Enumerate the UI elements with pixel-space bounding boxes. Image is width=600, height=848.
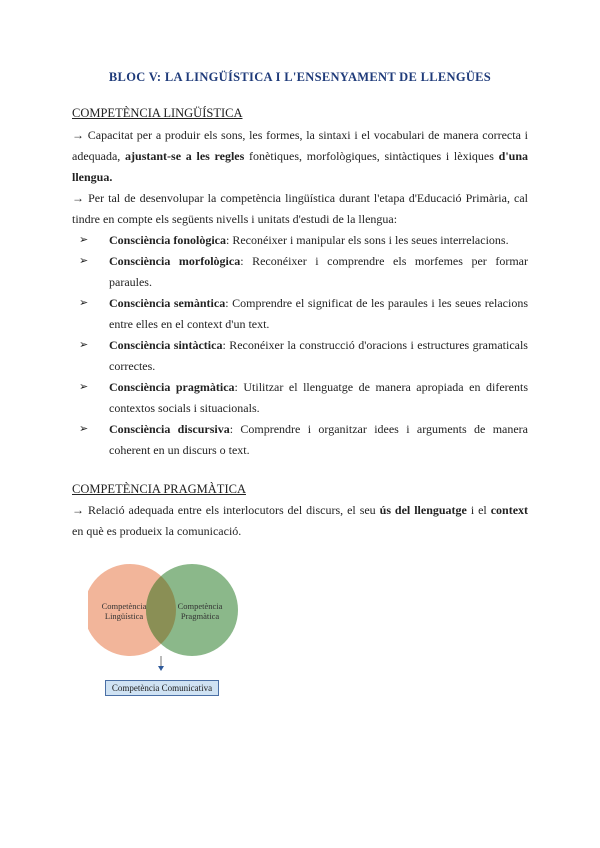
item-term: Consciència morfològica bbox=[109, 254, 241, 268]
arrow-bullet-icon: ➢ bbox=[79, 255, 89, 267]
list-item bbox=[72, 419, 528, 461]
paragraph-pragmatica bbox=[72, 500, 528, 542]
item-term: Consciència sintàctica bbox=[109, 338, 223, 352]
arrow-down-icon bbox=[158, 666, 164, 671]
item-desc: : Reconéixer i comprendre els morfemes per formar paraules. bbox=[109, 254, 528, 289]
item-term: Consciència discursiva bbox=[109, 422, 230, 436]
bold-text: ajustant-se a les regles bbox=[125, 149, 245, 163]
paragraph-levels-intro: → Per tal de desenvolupar la competència lingüística durant l'etapa d'Educació Primària, cal tindre en compte els següents nivells i unitats d'estudi de la llengua: bbox=[72, 191, 528, 226]
text: i el bbox=[466, 503, 491, 517]
list-item bbox=[72, 293, 528, 335]
paragraph-definition bbox=[72, 125, 528, 188]
text: en què es produeix la comunicació. bbox=[72, 524, 242, 538]
arrow-bullet-icon: ➢ bbox=[79, 297, 89, 309]
text: → Relació adequada entre els interlocutors del discurs, el seu bbox=[72, 503, 380, 517]
bold-text: context bbox=[490, 503, 529, 517]
page-title: BLOC V: LA LINGÜÍSTICA I L'ENSENYAMENT DE LLENGÜES bbox=[108, 70, 492, 84]
list-item bbox=[72, 335, 528, 377]
right-circle-label-1: Competència bbox=[177, 601, 223, 611]
right-circle-label-2: Pragmàtica bbox=[180, 611, 220, 621]
item-term: Consciència pragmàtica bbox=[109, 380, 235, 394]
arrow-bullet-icon: ➢ bbox=[79, 234, 89, 246]
levels-list bbox=[72, 230, 528, 461]
item-term: Consciència fonològica bbox=[109, 233, 226, 247]
list-item bbox=[72, 230, 528, 251]
item-desc: : Reconéixer i manipular els sons i les seues interrelacions. bbox=[226, 233, 509, 247]
left-circle-label-1: Competència bbox=[101, 601, 147, 611]
item-desc: : Reconéixer la construcció d'oracions i estructures gramaticals correctes. bbox=[109, 338, 528, 373]
item-desc: : Comprendre el significat de les paraules i les seues relacions entre elles en el context d'un text. bbox=[109, 296, 529, 331]
communicative-competence-box: Competència Comunicativa bbox=[105, 680, 219, 696]
item-term: Consciència semàntica bbox=[109, 296, 226, 310]
item-desc: : Utilitzar el llenguatge de manera apropiada en diferents contextos socials i situacionals. bbox=[109, 380, 528, 415]
list-item bbox=[72, 377, 528, 419]
list-item bbox=[72, 251, 528, 293]
arrow-bullet-icon: ➢ bbox=[79, 423, 89, 435]
arrow-bullet-icon: ➢ bbox=[79, 339, 89, 351]
text: fonètiques, morfològiques, sintàctiques i lèxiques bbox=[244, 149, 499, 163]
section-heading-linguistica: COMPETÈNCIA LINGÜÍSTICA bbox=[72, 106, 243, 120]
arrow-bullet-icon: ➢ bbox=[79, 381, 89, 393]
text: → Capacitat per a produir els sons, les formes, la sintaxi i el vocabulari de manera correcta i adequada, bbox=[72, 128, 528, 163]
bold-text: d'una llengua. bbox=[72, 149, 528, 184]
bold-text: ús del llenguatge bbox=[379, 503, 467, 517]
item-desc: : Comprendre i organitzar idees i arguments de manera coherent en un discurs o text. bbox=[109, 422, 529, 457]
left-circle-label-2: Lingüística bbox=[104, 611, 144, 621]
section-heading-pragmatica: COMPETÈNCIA PRAGMÀTICA bbox=[72, 482, 246, 496]
